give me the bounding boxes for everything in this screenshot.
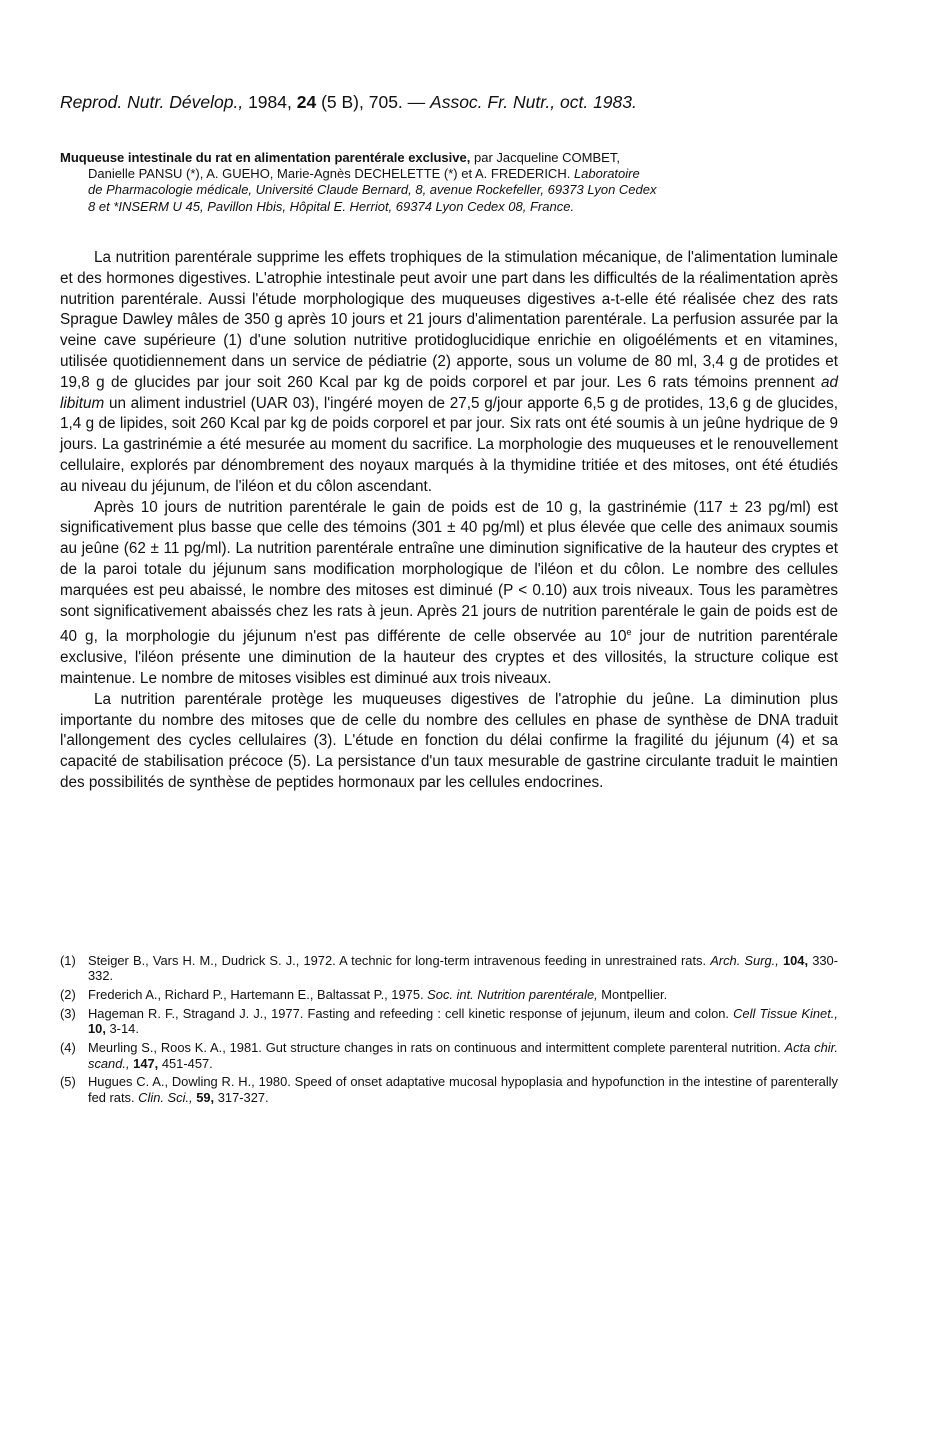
paragraph-1-italic: ad libitum: [60, 373, 838, 412]
article-title-block: [60, 150, 838, 215]
reference-volume: 147,: [133, 1055, 159, 1071]
article-body: [60, 248, 838, 794]
paragraph-3: La nutrition parentérale protège les muqueuses digestives de l'atrophie du jeûne. La diminution plus importante du nombre des mitoses que de celle du nombre des cellules en phase de synthèse de DNA traduit l'allongement des cycles cellulaires (3). L'étude en fonction du délai confirme la fragilité du jéjunum (4) et sa capacité de stabilisation précoce (5). La persistance d'un taux mesurable de gastrine circulante traduit le maintien des possibilités de synthèse de peptides hormonaux par les cellules endocrines.: [60, 690, 838, 792]
authors-line-2: Danielle PANSU (*), A. GUEHO, Marie-Agnès DECHELETTE (*) et A. FREDERICH.: [88, 166, 571, 182]
reference-text: Meurling S., Roos K. A., 1981. Gut structure changes in rats on continuous and intermittent complete parenteral nutrition.: [88, 1040, 781, 1056]
title-line-2: [60, 166, 838, 182]
references-list: [60, 953, 838, 1109]
reference-source: Clin. Sci.,: [138, 1089, 193, 1105]
paragraph-1: [60, 248, 838, 498]
reference-volume: 10,: [88, 1021, 106, 1037]
reference-volume: 59,: [196, 1089, 215, 1105]
journal-volume: 24: [296, 92, 317, 112]
reference-pages: 330-332.: [88, 953, 838, 984]
reference-text: Frederich A., Richard P., Hartemann E., Baltassat P., 1975.: [88, 987, 424, 1003]
reference-text: Hageman R. F., Stragand J. J., 1977. Fasting and refeeding : cell kinetic response of jejunum, ileum and colon.: [88, 1006, 729, 1022]
reference-text: Hugues C. A., Dowling R. H., 1980. Speed of onset adaptative mucosal hypoplasia and hypofunction in the intestine of parenterally fed rats.: [88, 1074, 838, 1105]
affiliation-line-4: 8 et *INSERM U 45, Pavillon Hbis, Hôpital E. Herriot, 69374 Lyon Cedex 08, France.: [88, 198, 575, 214]
reference-source: Cell Tissue Kinet.,: [733, 1006, 838, 1022]
reference-pages: 3-14.: [109, 1021, 139, 1037]
affiliation-line-3: de Pharmacologie médicale, Université Claude Bernard, 8, avenue Rockefeller, 69373 Lyon Cedex: [88, 182, 657, 198]
reference-item: [60, 1040, 838, 1071]
reference-text: Steiger B., Vars H. M., Dudrick S. J., 1972. A technic for long-term intravenous feeding in unrestrained rats.: [88, 953, 707, 968]
journal-issue-pages: (5 B), 705. —: [321, 92, 426, 112]
reference-pages: Montpellier.: [601, 987, 668, 1003]
article-title: Muqueuse intestinale du rat en alimentation parentérale exclusive,: [60, 150, 471, 165]
paragraph-2-superscript: e: [626, 627, 632, 638]
reference-number: (5): [60, 1074, 76, 1090]
reference-item: [60, 1006, 838, 1037]
paragraph-2: [60, 498, 838, 690]
reference-number: (4): [60, 1040, 76, 1056]
association-name: Assoc. Fr. Nutr., oct. 1983.: [430, 92, 637, 112]
title-line-4: [60, 199, 838, 215]
reference-source: Acta chir. scand.,: [88, 1040, 839, 1071]
reference-source: Soc. int. Nutrition parentérale,: [427, 987, 598, 1003]
authors-line-1: par Jacqueline COMBET,: [473, 150, 620, 165]
reference-volume: 104,: [782, 953, 809, 968]
reference-item: [60, 987, 838, 1002]
reference-number: (2): [60, 987, 76, 1003]
journal-year: 1984,: [248, 92, 292, 112]
affiliation-start: Laboratoire: [573, 166, 640, 182]
reference-source: Arch. Surg.,: [710, 953, 779, 968]
title-line-1: [60, 150, 838, 166]
journal-name: Reprod. Nutr. Dévelop.,: [60, 92, 244, 112]
reference-number: (3): [60, 1006, 76, 1022]
title-line-3: [60, 182, 838, 198]
paragraph-2-part-b: jour de nutrition parentérale exclusive, l'iléon présente une diminution de la hauteur des cryptes et des villosités, la structure colique est maintenue. Le nombre de mitoses visibles est diminué aux trois niveaux.: [60, 628, 838, 688]
paragraph-1-part-a: La nutrition parentérale supprime les effets trophiques de la stimulation mécanique, de l'alimentation luminale et des hormones digestives. L'atrophie intestinale peut avoir une part dans les difficultés de la réalimentation après nutrition parentérale. Aussi l'étude morphologique des muqueuses digestives a-t-elle été réalisée chez des rats Sprague Dawley mâles de 350 g après 10 jours et 21 jours d'alimentation parentérale. La perfusion assurée par la veine cave supérieure (1) d'une solution nutritive protidoglucidique enrichie en oligoéléments et en vitamines, utilisée quotidiennement dans un service de pédiatrie (2) apporte, sous un volume de 80 ml, 3,4 g de protides et 19,8 g de glucides par jour soit 260 Kcal par kg de poids corporel et par jour. Les 6 rats témoins prennent: [60, 249, 838, 391]
paragraph-2-part-a: Après 10 jours de nutrition parentérale le gain de poids est de 10 g, la gastrinémie (117 ± 23 pg/ml) est significativement plus basse que celle des témoins (301 ± 40 pg/ml) et plus élevée que celle des animaux soumis au jeûne (62 ± 11 pg/ml). La nutrition parentérale entraîne une diminution significative de la hauteur des cryptes et de la paroi totale du jéjunum sans modification morphologique de l'iléon et du côlon. Le nombre des cellules marquées est peu abaissé, le nombre des mitoses est diminué (P < 0.10) aux trois niveaux. Tous les paramètres sont significativement abaissés chez les rats à jeun. Après 21 jours de nutrition parentérale le gain de poids est de 40 g, la morphologie du jéjunum n'est pas différente de celle observée au 10: [60, 498, 838, 646]
reference-pages: 451-457.: [161, 1055, 213, 1071]
reference-item: [60, 953, 838, 984]
reference-item: [60, 1074, 838, 1105]
reference-number: (1): [60, 953, 76, 968]
journal-header: [60, 91, 880, 113]
paragraph-1-part-b: un aliment industriel (UAR 03), l'ingéré moyen de 27,5 g/jour apporte 6,5 g de protides, 13,6 g de glucides, 1,4 g de lipides, soit 260 Kcal par kg de poids corporel et par jour. Six rats ont été soumis à un jeûne hydrique de 9 jours. La gastrinémie a été mesurée au moment du sacrifice. La morphologie des muqueuses et le renouvellement cellulaire, explorés par dénombrement des noyaux marqués à la thymidine tritiée et des mitoses, ont été étudiés au niveau du jéjunum, de l'iléon et du côlon ascendant.: [60, 394, 839, 495]
reference-pages: 317-327.: [217, 1089, 269, 1105]
